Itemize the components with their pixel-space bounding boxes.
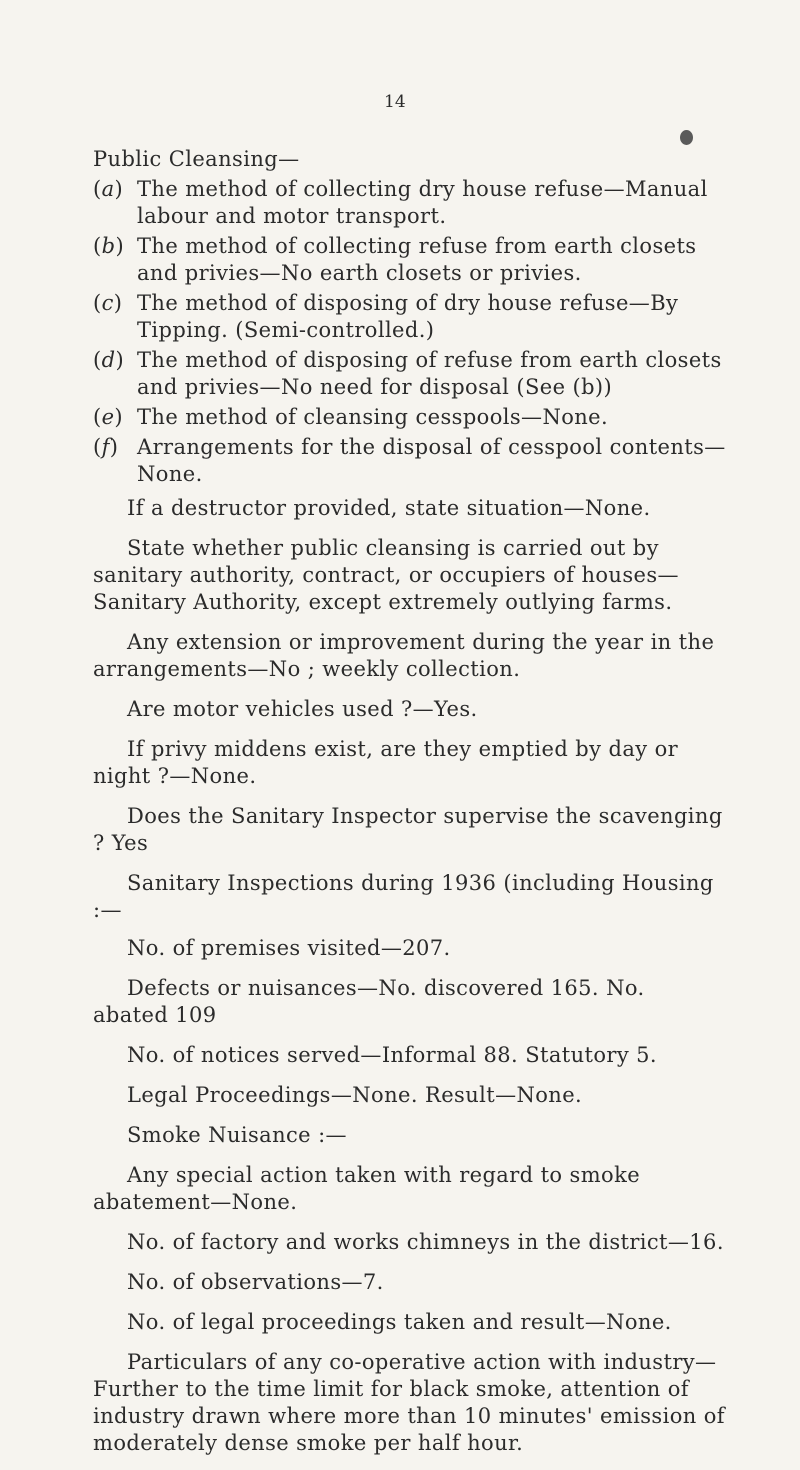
section-heading: Public Cleansing— xyxy=(93,147,300,171)
destructor-text: If a destructor provided, state situation—None. xyxy=(127,496,651,520)
inspections-heading: Sanitary Inspections during 1936 (including Housing :— xyxy=(93,871,714,922)
list-item xyxy=(93,347,726,401)
notices-text: No. of notices served—Informal 88. Statutory 5. xyxy=(127,1043,658,1067)
observations-text: No. of observations—7. xyxy=(127,1270,384,1294)
cleansing-list xyxy=(93,176,726,488)
defects-text: Defects or nuisances—No. discovered 165. No. abated 109 xyxy=(93,976,645,1027)
list-item xyxy=(93,404,726,431)
ink-blot xyxy=(680,130,693,145)
item-label: (b) xyxy=(93,234,125,258)
cleansing-carried-out-text: State whether public cleansing is carried out by sanitary authority, contract, or occupiers of houses—Sanitary Authority, except extremely outlying farms. xyxy=(93,536,679,614)
chimneys-text: No. of factory and works chimneys in the district—16. xyxy=(127,1230,724,1254)
item-label: (f) xyxy=(93,435,119,459)
item-text: The method of collecting dry house refuse—Manual labour and motor transport. xyxy=(137,177,708,228)
extension-text: Any extension or improvement during the year in the arrangements—No ; weekly collection. xyxy=(93,630,715,681)
premises-visited-text: No. of premises visited—207. xyxy=(127,936,451,960)
item-label: (c) xyxy=(93,291,123,315)
inspector-supervise-text: Does the Sanitary Inspector supervise the scavenging ? Yes xyxy=(93,804,723,855)
special-action-text: Any special action taken with regard to smoke abatement—None. xyxy=(93,1163,641,1214)
smoke-nuisance-heading: Smoke Nuisance :— xyxy=(127,1123,347,1147)
legal-smoke-text: No. of legal proceedings taken and result—None. xyxy=(127,1310,672,1334)
item-label: (d) xyxy=(93,348,125,372)
list-item xyxy=(93,434,726,488)
motor-vehicles-text: Are motor vehicles used ?—Yes. xyxy=(127,697,478,721)
item-text: The method of disposing of dry house refuse—By Tipping. (Semi-controlled.) xyxy=(137,291,679,342)
page-number: 14 xyxy=(384,92,406,112)
item-text: Arrangements for the disposal of cesspool contents—None. xyxy=(137,435,726,486)
privy-middens-text: If privy middens exist, are they emptied by day or night ?—None. xyxy=(93,737,679,788)
item-label: (e) xyxy=(93,405,124,429)
item-text: The method of collecting refuse from earth closets and privies—No earth closets or privies. xyxy=(137,234,697,285)
legal-proceedings-text: Legal Proceedings—None. Result—None. xyxy=(127,1083,583,1107)
item-text: The method of disposing of refuse from earth closets and privies—No need for disposal (See (b)) xyxy=(137,348,722,399)
item-text: The method of cleansing cesspools—None. xyxy=(137,405,609,429)
page-content xyxy=(93,146,726,1470)
list-item xyxy=(93,290,726,344)
list-item xyxy=(93,176,726,230)
cooperative-action-text: Particulars of any co-operative action with industry—Further to the time limit for black smoke, attention of industry drawn where more than 10 minutes' emission of moderately dense smoke per half hour. xyxy=(93,1350,725,1455)
item-label: (a) xyxy=(93,177,124,201)
list-item xyxy=(93,233,726,287)
